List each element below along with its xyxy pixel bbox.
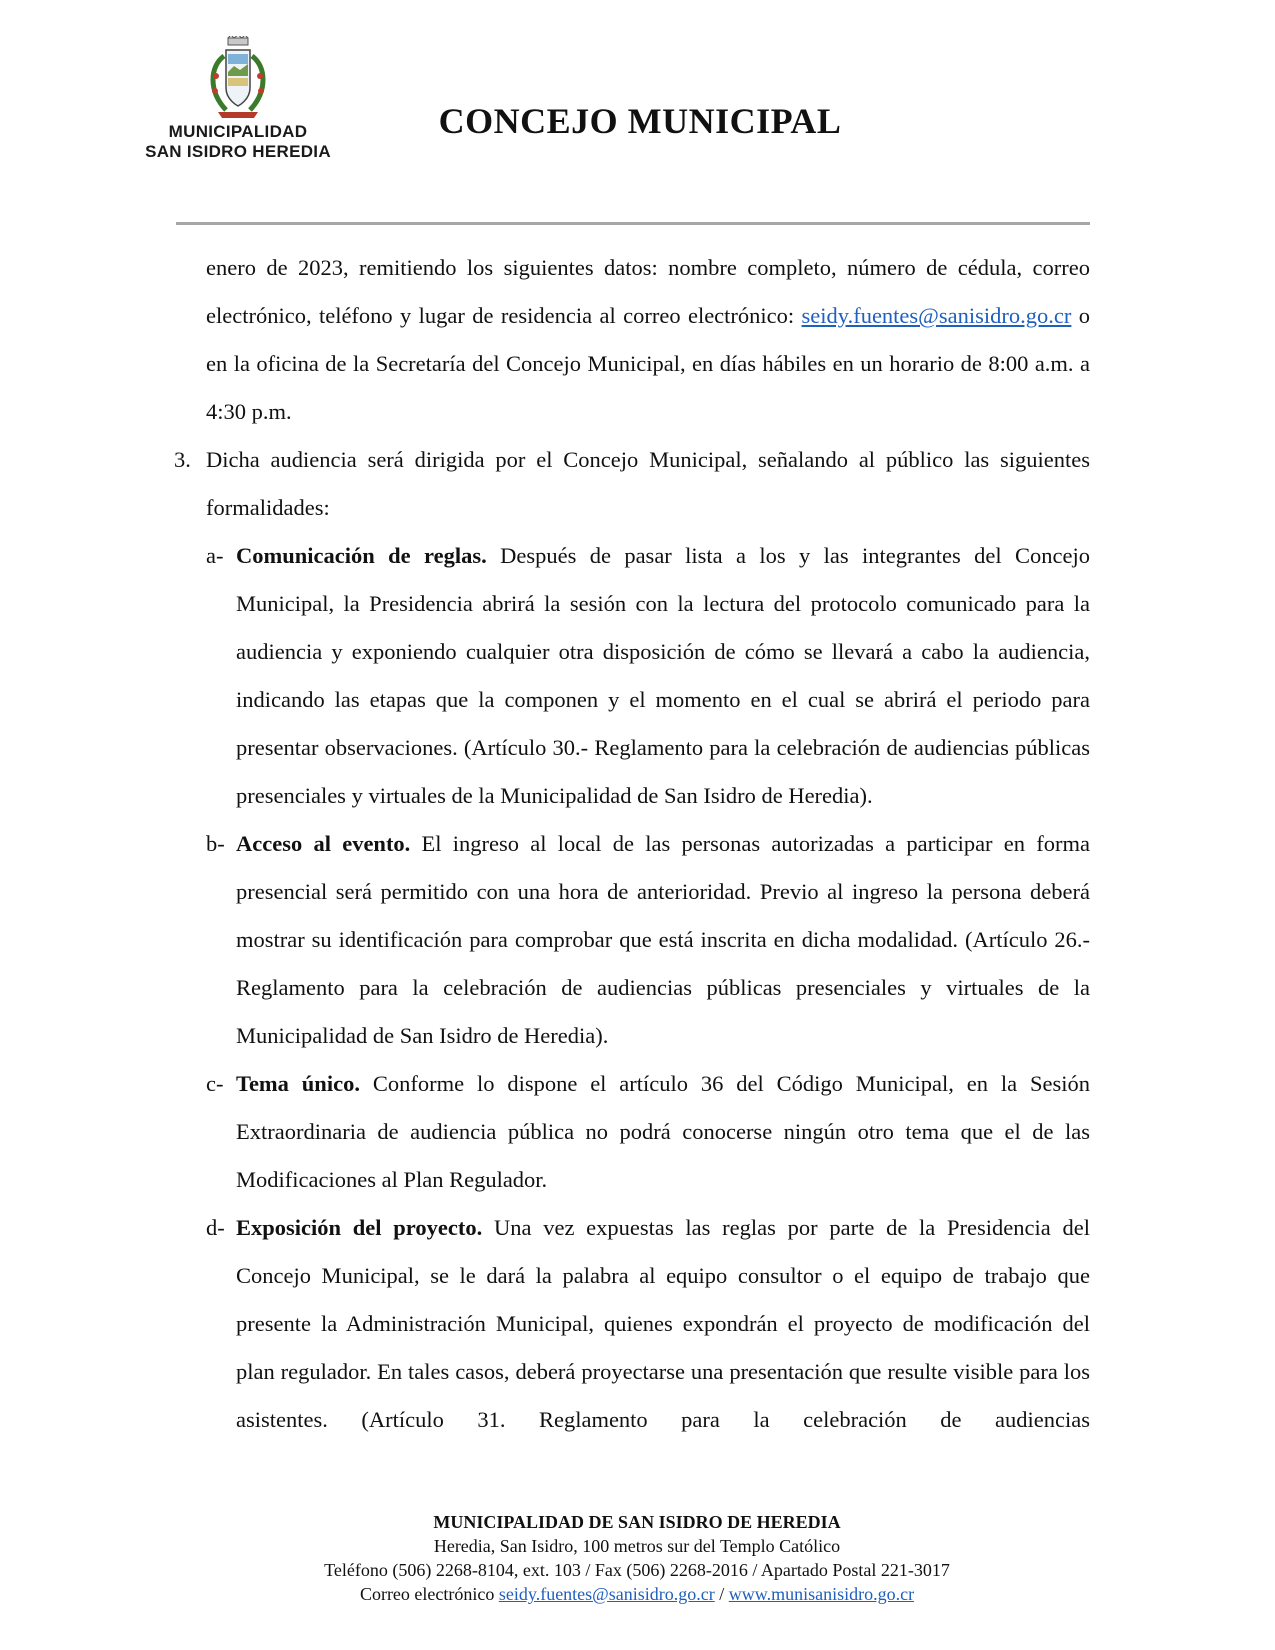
paragraph-continuation — [206, 244, 1090, 436]
footer-separator: / — [714, 1584, 729, 1604]
paragraph-text-before: enero de 2023, remitiendo los siguientes datos: nombre completo, número de cédula, correo electrónico, teléfono y lugar de residencia al correo electrónico: — [206, 255, 1090, 328]
sub-item-c — [206, 1060, 1091, 1204]
sub-item-text: Después de pasar lista a los y las integrantes del Concejo Municipal, la Presidencia abrirá la sesión con la lectura del protocolo comunicado para la audiencia y exponiendo cualquier otra disposición de cómo se llevará a cabo la audiencia, indicando las etapas que la componen y el momento en el cual se abrirá el periodo para presentar observaciones. (Artículo 30.- Reglamento para la celebración de audiencias públicas presenciales y virtuales de la Municipalidad de San Isidro de Heredia). — [236, 543, 1090, 808]
page-footer — [137, 1510, 1137, 1606]
header-divider — [176, 222, 1090, 225]
sub-item-title: Comunicación de reglas. — [236, 543, 487, 568]
sub-item-text: El ingreso al local de las personas autorizadas a participar en forma presencial será permitido con una hora de anterioridad. Previo al ingreso la persona deberá mostrar su identificación para comprobar que está inscrita en dicha modalidad. (Artículo 26.- Reglamento para la celebración de audiencias públicas presenciales y virtuales de la Municipalidad de San Isidro de Heredia). — [236, 831, 1090, 1048]
list-number: 3. — [174, 447, 191, 472]
municipal-logo — [118, 36, 358, 176]
sub-item-letter: b- — [206, 831, 225, 856]
sub-item-text: Una vez expuestas las reglas por parte de la Presidencia del Concejo Municipal, se le dará la palabra al equipo consultor o el equipo de trabajo que presente la Administración Municipal, quienes expondrán el proyecto de modificación del plan regulador. En tales casos, deberá proyectarse una presentación que resulte visible para los asistentes. (Artículo 31. Reglamento para la celebración de audiencias — [236, 1215, 1090, 1432]
sub-item-title: Exposición del proyecto. — [236, 1215, 483, 1240]
list-item-text: Dicha audiencia será dirigida por el Concejo Municipal, señalando al público las siguientes formalidades: — [206, 447, 1090, 520]
sub-item-d — [206, 1204, 1090, 1444]
footer-email-link[interactable]: seidy.fuentes@sanisidro.go.cr — [498, 1584, 715, 1604]
paragraph-text-after: o en la oficina de la Secretaría del Concejo Municipal, en días hábiles en un horario de 8:00 a.m. a 4:30 p.m. — [206, 303, 1091, 424]
page-title: CONCEJO MUNICIPAL — [438, 101, 842, 141]
list-item-3 — [174, 436, 1090, 532]
footer-address: Heredia, San Isidro, 100 metros sur del Templo Católico — [433, 1536, 841, 1556]
footer-contact — [137, 1582, 1137, 1606]
sub-item-title: Tema único. — [236, 1071, 360, 1096]
sub-item-title: Acceso al evento. — [236, 831, 411, 856]
footer-website-link[interactable]: www.munisanisidro.go.cr — [728, 1584, 915, 1604]
sub-item-letter: c- — [206, 1071, 224, 1096]
sub-list — [206, 532, 1091, 1444]
logo-text-line1: MUNICIPALIDAD — [168, 122, 308, 141]
sub-item-a — [206, 532, 1090, 820]
logo-text-line2: SAN ISIDRO HEREDIA — [145, 142, 331, 161]
footer-phone: Teléfono (506) 2268-8104, ext. 103 / Fax (506) 2268-2016 / Apartado Postal 221-3017 — [324, 1560, 950, 1580]
sub-item-letter: a- — [206, 543, 224, 568]
document-body — [174, 244, 1091, 1444]
sub-item-b — [206, 820, 1090, 1060]
coat-of-arms-icon — [202, 36, 274, 122]
email-link[interactable]: seidy.fuentes@sanisidro.go.cr — [801, 303, 1072, 328]
sub-item-text: Conforme lo dispone el artículo 36 del Código Municipal, en la Sesión Extraordinaria de audiencia pública no podrá conocerse ningún otro tema que el de las Modificaciones al Plan Regulador. — [236, 1071, 1091, 1192]
footer-email-label: Correo electrónico — [359, 1584, 499, 1604]
footer-name: MUNICIPALIDAD DE SAN ISIDRO DE HEREDIA — [433, 1512, 841, 1532]
sub-item-letter: d- — [206, 1215, 225, 1240]
